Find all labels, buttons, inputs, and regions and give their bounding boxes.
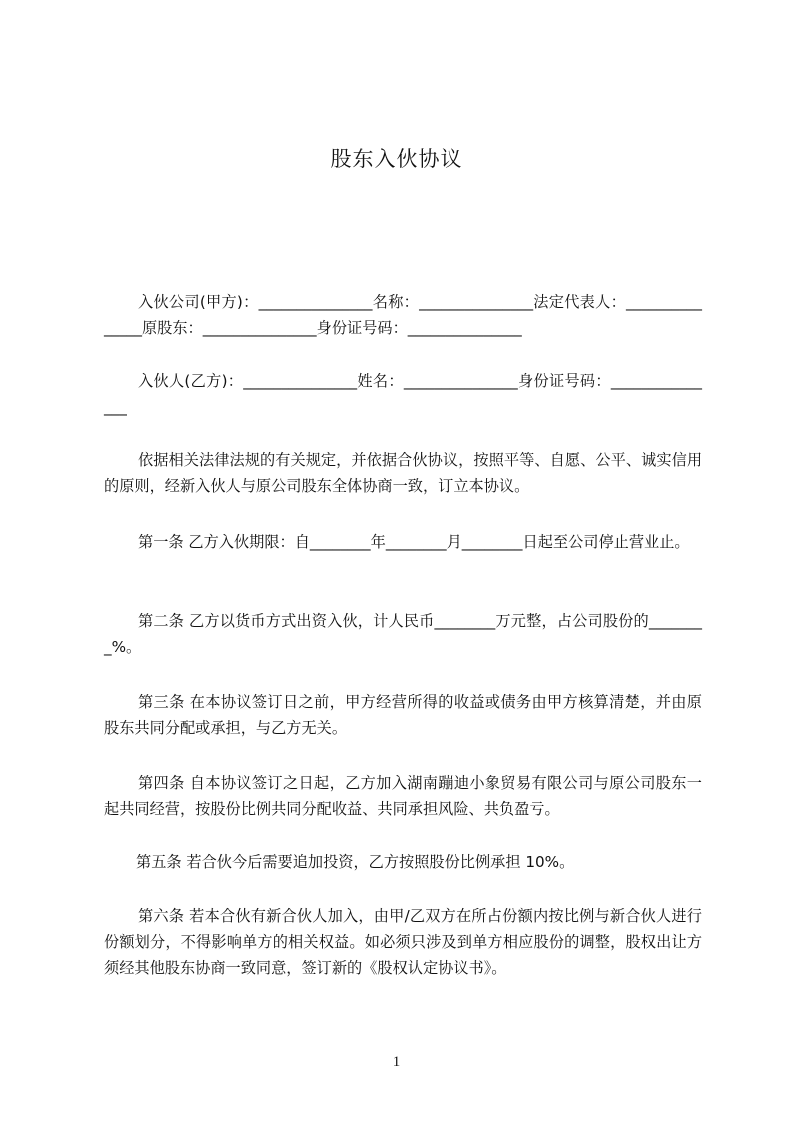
party-a-info: 入伙公司(甲方)：_______________名称：_______________法定代表人：_______________原股东：_______________身份证号码：_______________ [104,293,702,337]
article-2: 第二条 乙方以货币方式出资入伙，计人民币________万元整，占公司股份的________%。 [104,612,702,656]
party-b-info: 入伙人(乙方)：_______________姓名：_______________身份证号码：_______________ [104,372,702,416]
article-6: 第六条 若本合伙有新合伙人加入，由甲/乙双方在所占份额内按比例与新合伙人进行份额划分，不得影响单方的相关权益。如必须只涉及到单方相应股份的调整，股权出让方须经其他股东协商一致同意，签订新的《股权认定协议书》。 [104,907,702,977]
document-title: 股东入伙协议 [330,147,463,171]
article-1: 第一条 乙方入伙期限：自________年________月________日起至公司停止营业止。 [138,533,690,551]
article-3: 第三条 在本协议签订日之前，甲方经营所得的收益或债务由甲方核算清楚，并由原股东共同分配或承担，与乙方无关。 [104,693,702,737]
article-4: 第四条 自本协议签订之日起，乙方加入湖南蹦迪小象贸易有限公司与原公司股东一起共同经营，按股份比例共同分配收益、共同承担风险、共负盈亏。 [104,774,702,818]
preamble: 依据相关法律法规的有关规定，并依据合伙协议，按照平等、自愿、公平、诚实信用的原则，经新入伙人与原公司股东全体协商一致，订立本协议。 [104,451,702,495]
article-5: 第五条 若合伙今后需要追加投资，乙方按照股份比例承担 10%。 [136,853,575,871]
page-number: 1 [392,1054,401,1070]
